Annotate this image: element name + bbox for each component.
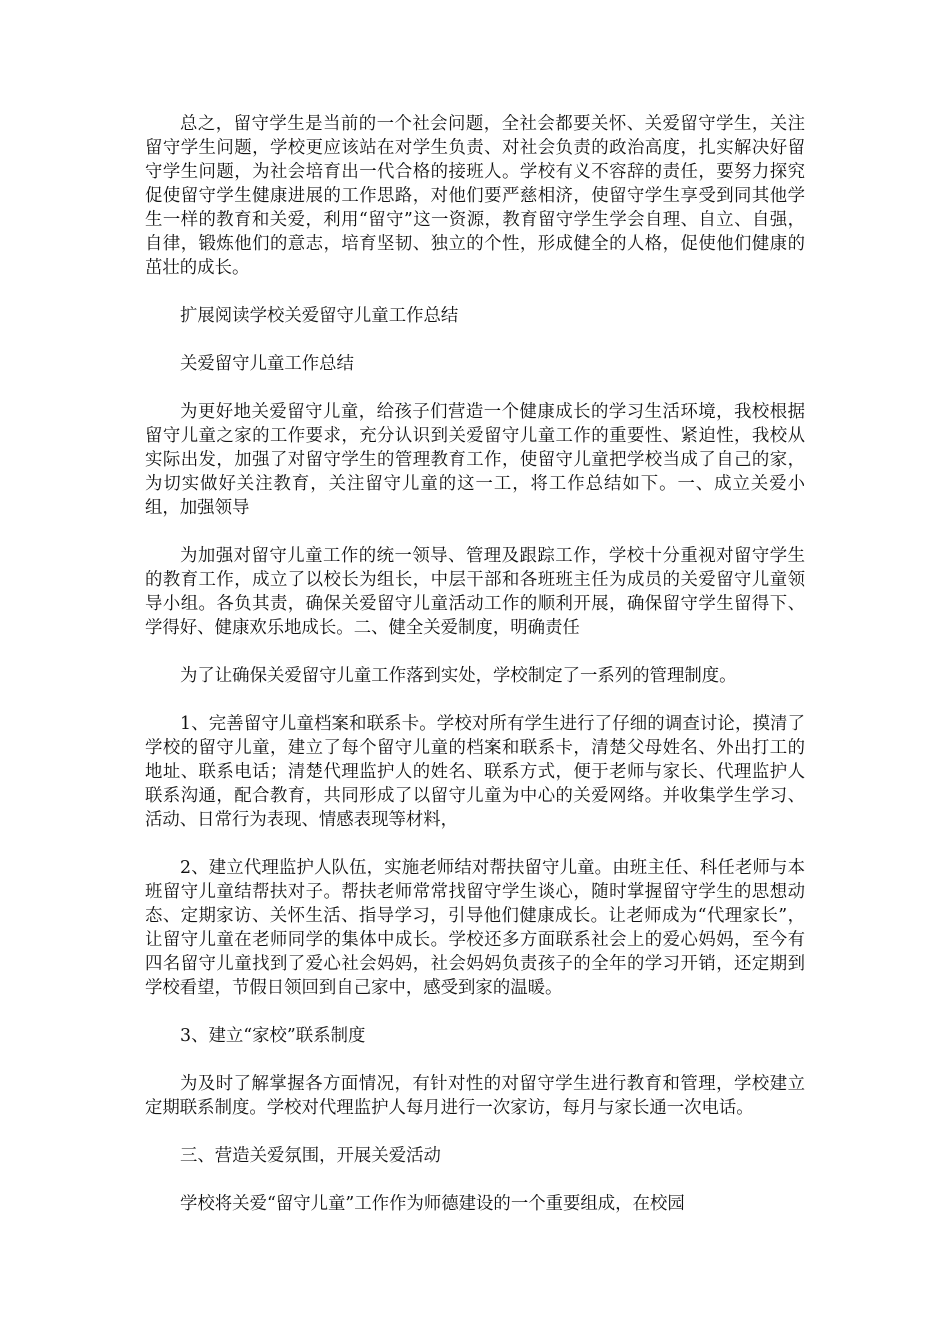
paragraph-extended-reading-title: 扩展阅读学校关爱留守儿童工作总结 bbox=[180, 306, 459, 326]
paragraph-item-2: 2、建立代理监护人队伍，实施老师结对帮扶留守儿童。由班主任、科任老师与本班留守儿童结帮扶对子。帮扶老师常常找留守学生谈心，随时掌握留守学生的思想动态、定期家访、关怀生活、指导学习，引导他们健康成长。让老师成为“代理家长”，让留守儿童在老师同学的集体中成长。学校还多方面联系社会上的爱心妈妈，至今有四名留守儿童找到了爱心社会妈妈，社会妈妈负责孩子的全年的学习开销，还定期到学校看望，节假日领回到自己家中，感受到家的温暖。 bbox=[145, 858, 805, 998]
paragraph-leadership: 为加强对留守儿童工作的统一领导、管理及跟踪工作，学校十分重视对留守学生的教育工作，成立了以校长为组长，中层干部和各班班主任为成员的关爱留守儿童领导小组。各负其责，确保关爱留守儿童活动工作的顺利开展，确保留守学生留得下、学得好、健康欢乐地成长。二、健全关爱制度，明确责任 bbox=[145, 546, 805, 638]
paragraph-item-3-body: 为及时了解掌握各方面情况，有针对性的对留守学生进行教育和管理，学校建立定期联系制度。学校对代理监护人每月进行一次家访，每月与家长通一次电话。 bbox=[145, 1074, 805, 1118]
paragraph-item-1: 1、完善留守儿童档案和联系卡。学校对所有学生进行了仔细的调查讨论，摸清了学校的留守儿童，建立了每个留守儿童的档案和联系卡，清楚父母姓名、外出打工的地址、联系电话；清楚代理监护人的姓名、联系方式，便于老师与家长、代理监护人联系沟通，配合教育，共同形成了以留守儿童为中心的关爱网络。并收集学生学习、活动、日常行为表现、情感表现等材料， bbox=[145, 714, 805, 830]
paragraph-intro: 为更好地关爱留守儿童，给孩子们营造一个健康成长的学习生活环境，我校根据留守儿童之家的工作要求，充分认识到关爱留守儿童工作的重要性、紧迫性，我校从实际出发，加强了对留守学生的管理教育工作，使留守儿童把学校当成了自己的家，为切实做好关注教育，关注留守儿童的这一工，将工作总结如下。一、成立关爱小组，加强领导 bbox=[145, 402, 805, 518]
document-body bbox=[145, 112, 805, 1240]
paragraph-section-title: 关爱留守儿童工作总结 bbox=[180, 354, 354, 374]
paragraph-section-3-body: 学校将关爱“留守儿童”工作作为师德建设的一个重要组成，在校园 bbox=[180, 1194, 685, 1214]
paragraph-item-3-heading: 3、建立“家校”联系制度 bbox=[180, 1026, 366, 1046]
paragraph-section-3-heading: 三、营造关爱氛围，开展关爱活动 bbox=[180, 1146, 441, 1166]
paragraph-management-system: 为了让确保关爱留守儿童工作落到实处，学校制定了一系列的管理制度。 bbox=[180, 666, 737, 686]
paragraph-conclusion: 总之，留守学生是当前的一个社会问题，全社会都要关怀、关爱留守学生，关注留守学生问题，学校更应该站在对学生负责、对社会负责的政治高度，扎实解决好留守学生问题，为社会培育出一代合格的接班人。学校有义不容辞的责任，要努力探究促使留守学生健康进展的工作思路，对他们要严慈相济，使留守学生享受到同其他学生一样的教育和关爱，利用“留守”这一资源，教育留守学生学会自理、自立、自强，自律，锻炼他们的意志，培育坚韧、独立的个性，形成健全的人格，促使他们健康的茁壮的成长。 bbox=[145, 114, 805, 278]
